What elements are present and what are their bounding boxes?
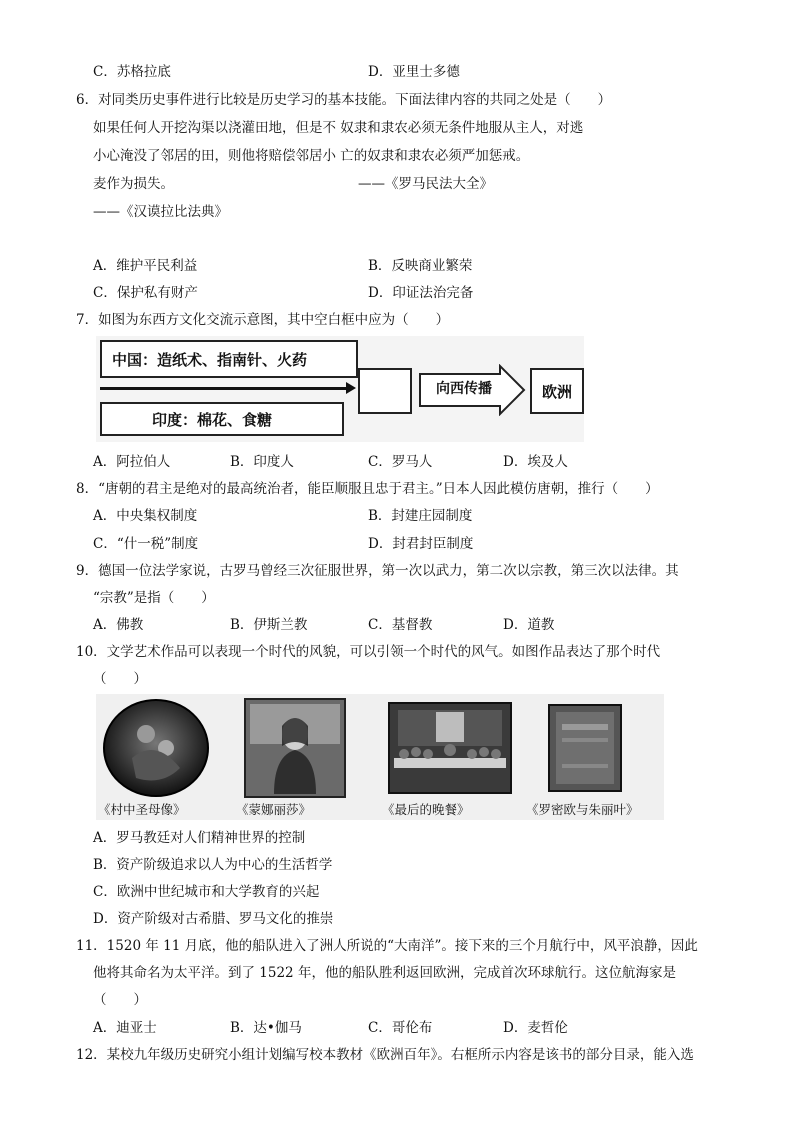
last-supper-painting-image bbox=[388, 702, 512, 794]
q11-option-c[interactable]: C．哥伦布 bbox=[368, 1020, 433, 1036]
q7-option-c[interactable]: C．罗马人 bbox=[368, 454, 433, 470]
q7-option-a[interactable]: A．阿拉伯人 bbox=[93, 454, 171, 470]
q6-quote-line-3: 麦作为损失。 bbox=[93, 176, 174, 192]
q8-option-a[interactable]: A．中央集权制度 bbox=[93, 508, 198, 524]
q6-source-right: ——《罗马民法大全》 bbox=[358, 176, 493, 192]
china-box bbox=[100, 340, 358, 378]
romeo-juliet-book-image bbox=[548, 704, 622, 792]
q6-quote-line-2: 小心淹没了邻居的田，则他将赔偿邻居小 亡的奴隶和隶农必须严加惩戒。 bbox=[93, 148, 530, 164]
q11-option-d[interactable]: D．麦哲伦 bbox=[503, 1020, 568, 1036]
q9-stem-line-2: “宗教”是指（ ） bbox=[93, 590, 215, 606]
connector-arrow-head bbox=[346, 382, 356, 394]
blank-answer-box bbox=[358, 368, 412, 414]
q11-option-a[interactable]: A．迪亚士 bbox=[93, 1020, 157, 1036]
q6-quote-line-1: 如果任何人开挖沟渠以浇灌田地，但是不 奴隶和隶农必须无条件地服从主人，对逃 bbox=[93, 120, 584, 136]
q6-source-left: ——《汉谟拉比法典》 bbox=[93, 204, 228, 220]
q10-option-a[interactable]: A．罗马教廷对人们精神世界的控制 bbox=[93, 830, 306, 846]
q8-option-c[interactable]: C．“什一税”制度 bbox=[93, 536, 199, 552]
q6-option-c[interactable]: C．保护私有财产 bbox=[93, 285, 198, 301]
caption-last-supper: 《最后的晚餐》 bbox=[382, 802, 470, 817]
q12-stem-line-1: 12．某校九年级历史研究小组计划编写校本教材《欧洲百年》。右框所示内容是该书的部分目录，能入选 bbox=[76, 1047, 694, 1063]
q7-stem: 7．如图为东西方文化交流示意图，其中空白框中应为（ ） bbox=[76, 312, 450, 328]
q5-option-d[interactable]: D．亚里士多德 bbox=[368, 64, 460, 80]
q6-option-b[interactable]: B．反映商业繁荣 bbox=[368, 258, 473, 274]
madonna-painting-image bbox=[102, 698, 210, 798]
caption-madonna: 《村中圣母像》 bbox=[98, 802, 186, 817]
india-box-label: 印度：棉花、食糖 bbox=[152, 410, 273, 429]
india-box bbox=[100, 402, 344, 436]
caption-mona-lisa: 《蒙娜丽莎》 bbox=[236, 802, 312, 817]
culture-exchange-diagram bbox=[96, 336, 584, 442]
mona-lisa-painting-image bbox=[244, 698, 346, 798]
q7-option-b[interactable]: B．印度人 bbox=[230, 454, 294, 470]
q9-option-c[interactable]: C．基督教 bbox=[368, 617, 433, 633]
q10-stem-line-1: 10．文学艺术作品可以表现一个时代的风貌，可以引领一个时代的风气。如图作品表达了那个时代 bbox=[76, 644, 661, 660]
caption-romeo-juliet: 《罗密欧与朱丽叶》 bbox=[526, 802, 639, 817]
q11-stem-line-1: 11．1520 年 11 月底，他的船队进入了洲人所说的“大南洋”。接下来的三个月航行中，风平浪静，因此 bbox=[76, 938, 698, 954]
q10-option-b[interactable]: B．资产阶级追求以人为中心的生活哲学 bbox=[93, 857, 333, 873]
q8-option-d[interactable]: D．封君封臣制度 bbox=[368, 536, 474, 552]
europe-box bbox=[530, 368, 584, 414]
europe-box-label: 欧洲 bbox=[541, 382, 572, 401]
q11-option-b[interactable]: B．达•伽马 bbox=[230, 1020, 302, 1036]
q10-stem-line-2: （ ） bbox=[93, 671, 147, 687]
q9-option-a[interactable]: A．佛教 bbox=[93, 617, 144, 633]
q7-option-d[interactable]: D．埃及人 bbox=[503, 454, 568, 470]
q9-option-d[interactable]: D．道教 bbox=[503, 617, 555, 633]
q8-option-b[interactable]: B．封建庄园制度 bbox=[368, 508, 473, 524]
connector-arrow-line bbox=[100, 387, 346, 390]
q11-stem-line-3: （ ） bbox=[93, 992, 147, 1008]
q5-option-c[interactable]: C．苏格拉底 bbox=[93, 64, 171, 80]
artwork-row bbox=[96, 694, 664, 820]
q10-option-c[interactable]: C．欧洲中世纪城市和大学教育的兴起 bbox=[93, 884, 320, 900]
q6-stem: 6．对同类历史事件进行比较是历史学习的基本技能。下面法律内容的共同之处是（ ） bbox=[76, 92, 612, 108]
q9-stem-line-1: 9．德国一位法学家说，古罗马曾经三次征服世界，第一次以武力，第二次以宗教，第三次以法律。其 bbox=[76, 563, 679, 579]
q9-option-b[interactable]: B．伊斯兰教 bbox=[230, 617, 308, 633]
q6-option-d[interactable]: D．印证法治完备 bbox=[368, 285, 474, 301]
q10-option-d[interactable]: D．资产阶级对古希腊、罗马文化的推崇 bbox=[93, 911, 334, 927]
china-box-label: 中国：造纸术、指南针、火药 bbox=[112, 350, 308, 369]
westward-label: 向西传播 bbox=[436, 381, 492, 397]
q8-stem: 8．“唐朝的君主是绝对的最高统治者，能臣顺服且忠于君主。”日本人因此模仿唐朝，推行（ ） bbox=[76, 481, 659, 497]
q6-option-a[interactable]: A．维护平民利益 bbox=[93, 258, 198, 274]
q11-stem-line-2: 他将其命名为太平洋。到了 1522 年，他的船队胜利返回欧洲，完成首次环球航行。这位航海家是 bbox=[93, 965, 676, 981]
